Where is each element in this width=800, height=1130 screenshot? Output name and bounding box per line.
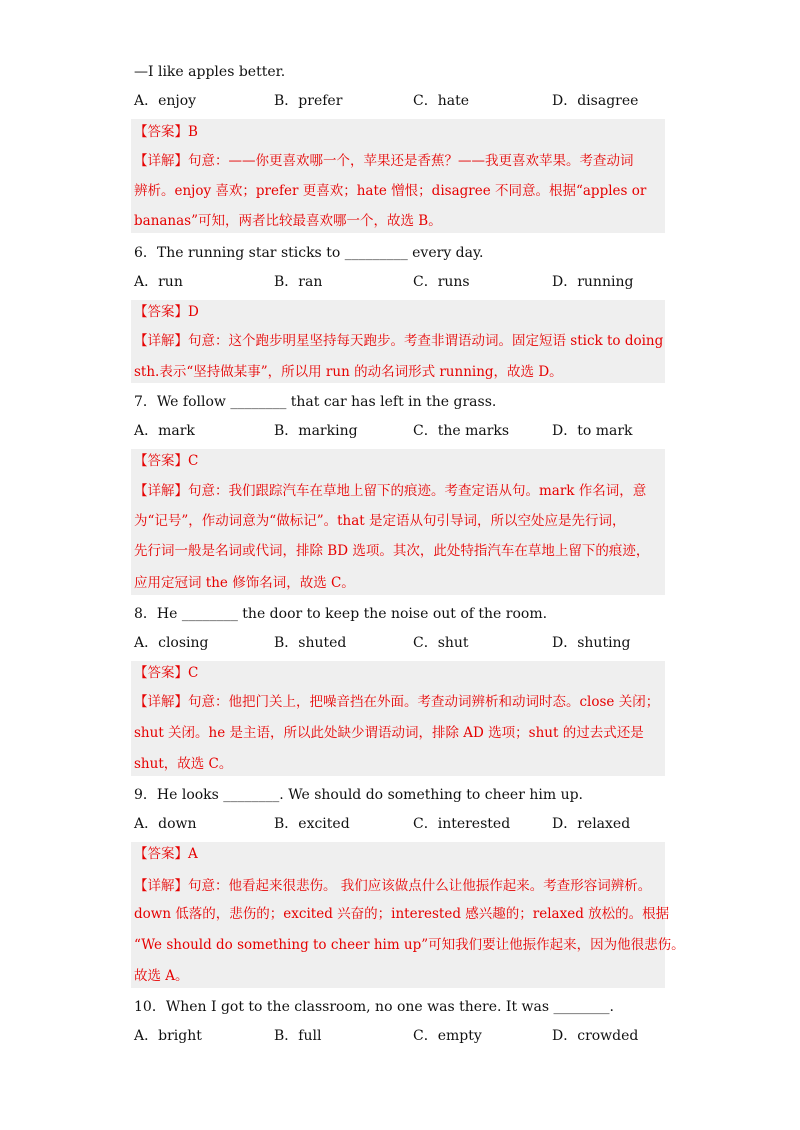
answer-block xyxy=(131,661,665,776)
explanation-line: 【详解】句意：这个跑步明星坚持每天跑步。考查非谓语动词。固定短语 stick to doing xyxy=(134,333,664,349)
question-stem: 10．When I got to the classroom, no one was there. It was ________. xyxy=(134,999,614,1015)
option-row xyxy=(134,633,694,653)
option-c: C．runs xyxy=(413,274,470,290)
answer-block xyxy=(131,119,665,233)
option-c: C．hate xyxy=(413,93,469,109)
option-d: D．running xyxy=(552,274,634,290)
option-a: A．down xyxy=(134,816,197,832)
option-c: C．shut xyxy=(413,635,469,651)
option-row xyxy=(134,272,694,292)
explanation-line: “We should do something to cheer him up”可知我们要让他振作起来，因为他很悲伤。 xyxy=(134,937,685,953)
answer-label: 【答案】D xyxy=(134,304,199,320)
explanation-line: 【详解】句意：他把门关上，把噪音挡在外面。考查动词辨析和动词时态。close 关闭； xyxy=(134,694,660,710)
option-d: D．disagree xyxy=(552,93,639,109)
option-row xyxy=(134,421,694,441)
explanation-line: down 低落的，悲伤的；excited 兴奋的；interested 感兴趣的；relaxed 放松的。根据 xyxy=(134,906,670,922)
question-stem: 7．We follow ________ that car has left in the grass. xyxy=(134,394,497,410)
explanation-line: 先行词一般是名词或代词，排除 BD 选项。其次，此处特指汽车在草地上留下的痕迹， xyxy=(134,543,650,559)
explanation-line: sth.表示“坚持做某事”，所以用 run 的动名词形式 running，故选 D。 xyxy=(134,364,563,380)
answer-block xyxy=(131,300,665,383)
option-row xyxy=(134,91,694,111)
question-text: —I like apples better. xyxy=(134,64,286,80)
option-d: D．relaxed xyxy=(552,816,631,832)
answer-block xyxy=(131,449,665,595)
option-c: C．empty xyxy=(413,1028,482,1044)
answer-label: 【答案】A xyxy=(134,846,198,862)
option-b: B．ran xyxy=(274,274,323,290)
option-d: D．to mark xyxy=(552,423,633,439)
option-a: A．closing xyxy=(134,635,209,651)
answer-block xyxy=(131,842,685,988)
option-b: B．prefer xyxy=(274,93,343,109)
option-a: A．run xyxy=(134,274,183,290)
answer-label: 【答案】C xyxy=(134,453,199,469)
option-b: B．marking xyxy=(274,423,358,439)
answer-label: 【答案】B xyxy=(134,124,198,140)
option-row xyxy=(134,814,694,834)
explanation-line: 辨析。enjoy 喜欢；prefer 更喜欢；hate 憎恨；disagree 不同意。根据“apples or xyxy=(134,183,647,199)
option-row xyxy=(134,1026,694,1046)
explanation-line: 【详解】句意：——你更喜欢哪一个，苹果还是香蕉？——我更喜欢苹果。考查动词 xyxy=(134,153,634,169)
option-b: B．shuted xyxy=(274,635,347,651)
explanation-line: 应用定冠词 the 修饰名词，故选 C。 xyxy=(134,575,355,591)
explanation-line: bananas”可知，两者比较最喜欢哪一个，故选 B。 xyxy=(134,213,442,229)
option-c: C．interested xyxy=(413,816,511,832)
answer-label: 【答案】C xyxy=(134,665,199,681)
option-c: C．the marks xyxy=(413,423,510,439)
option-a: A．mark xyxy=(134,423,195,439)
option-b: B．full xyxy=(274,1028,322,1044)
explanation-line: 为“记号”，作动词意为“做标记”。that 是定语从句引导词，所以空处应是先行词， xyxy=(134,513,626,529)
explanation-line: 【详解】句意：我们跟踪汽车在草地上留下的痕迹。考查定语从句。mark 作名词，意 xyxy=(134,483,647,499)
explanation-line: 【详解】句意：他看起来很悲伤。 我们应该做点什么让他振作起来。考查形容词辨析。 xyxy=(134,878,652,894)
explanation-line: shut 关闭。he 是主语，所以此处缺少谓语动词，排除 AD 选项；shut 的过去式还是 xyxy=(134,725,644,741)
option-d: D．shuting xyxy=(552,635,631,651)
question-stem: 6．The running star sticks to _________ every day. xyxy=(134,245,484,261)
explanation-line: shut，故选 C。 xyxy=(134,756,233,772)
option-a: A．bright xyxy=(134,1028,202,1044)
question-stem: 8．He ________ the door to keep the noise out of the room. xyxy=(134,606,548,622)
option-b: B．excited xyxy=(274,816,350,832)
option-d: D．crowded xyxy=(552,1028,639,1044)
question-stem: 9．He looks ________. We should do something to cheer him up. xyxy=(134,787,584,803)
explanation-line: 故选 A。 xyxy=(134,968,189,984)
option-a: A．enjoy xyxy=(134,93,197,109)
